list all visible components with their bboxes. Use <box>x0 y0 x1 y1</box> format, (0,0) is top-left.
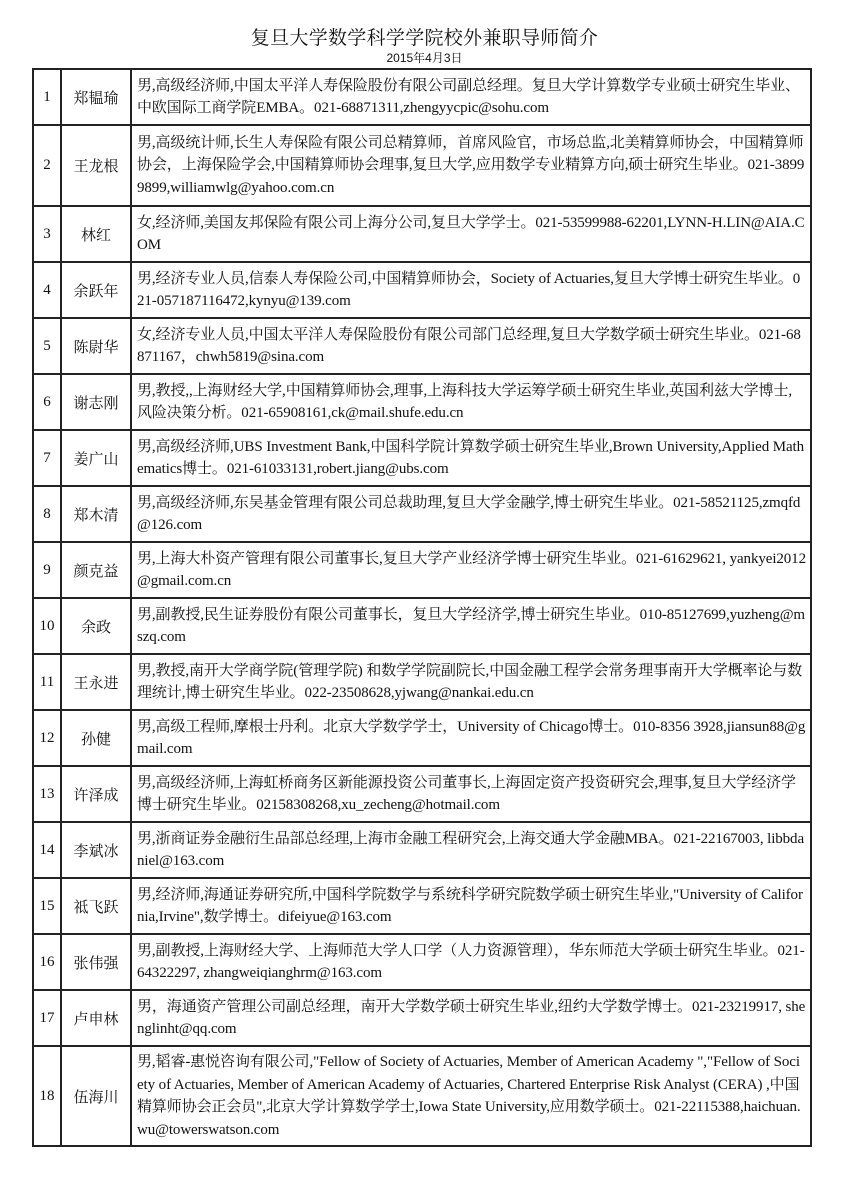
mentor-name: 陈尉华 <box>61 318 131 374</box>
mentor-name: 颜克益 <box>61 542 131 598</box>
mentor-name: 郑韫瑜 <box>61 69 131 125</box>
mentor-name: 孙健 <box>61 710 131 766</box>
mentor-name: 姜广山 <box>61 430 131 486</box>
mentor-bio: 男,高级经济师,UBS Investment Bank,中国科学院计算数学硕士研究生毕业,Brown University,Applied Mathematics博士。021-61033131,robert.jiang@ubs.com <box>131 430 811 486</box>
mentor-bio: 男,浙商证券金融衍生品部总经理,上海市金融工程研究会,上海交通大学金融MBA。021-22167003, libbdaniel@163.com <box>131 822 811 878</box>
mentor-bio: 男,高级统计师,长生人寿保险有限公司总精算师，首席风险官，市场总监,北美精算师协会，中国精算师协会，上海保险学会,中国精算师协会理事,复旦大学,应用数学专业精算方向,硕士研究生毕业。021-38999899,williamwlg@yahoo.com.cn <box>131 125 811 206</box>
mentor-bio: 男,高级经济师,上海虹桥商务区新能源投资公司董事长,上海固定资产投资研究会,理事,复旦大学经济学博士研究生毕业。02158308268,xu_zecheng@hotmail.com <box>131 766 811 822</box>
mentor-bio: 男,教授,,上海财经大学,中国精算师协会,理事,上海科技大学运筹学硕士研究生毕业,英国利兹大学博士,风险决策分析。021-65908161,ck@mail.shufe.edu.cn <box>131 374 811 430</box>
mentor-bio: 男,经济师,海通证券研究所,中国科学院数学与系统科学研究院数学硕士研究生毕业,"University of California,Irvine",数学博士。difeiyue@163.com <box>131 878 811 934</box>
row-number: 10 <box>33 598 61 654</box>
row-number: 9 <box>33 542 61 598</box>
mentor-bio: 男,上海大朴资产管理有限公司董事长,复旦大学产业经济学博士研究生毕业。021-61629621, yankyei2012@gmail.com.cn <box>131 542 811 598</box>
row-number: 15 <box>33 878 61 934</box>
mentor-bio: 男,经济专业人员,信泰人寿保险公司,中国精算师协会，Society of Actuaries,复旦大学博士研究生毕业。021-057187116472,kynyu@139.com <box>131 262 811 318</box>
mentor-bio: 男,副教授,民生证券股份有限公司董事长，复旦大学经济学,博士研究生毕业。010-85127699,yuzheng@mszq.com <box>131 598 811 654</box>
mentor-name: 卢申林 <box>61 990 131 1046</box>
row-number: 3 <box>33 206 61 262</box>
table-row <box>33 69 811 125</box>
table-row <box>33 262 811 318</box>
table-row <box>33 318 811 374</box>
table-row <box>33 654 811 710</box>
mentor-name: 余跃年 <box>61 262 131 318</box>
mentor-name: 郑木清 <box>61 486 131 542</box>
mentor-name: 余政 <box>61 598 131 654</box>
row-number: 4 <box>33 262 61 318</box>
table-row <box>33 766 811 822</box>
row-number: 6 <box>33 374 61 430</box>
table-row <box>33 878 811 934</box>
mentor-table <box>32 68 812 1147</box>
mentor-name: 伍海川 <box>61 1046 131 1146</box>
table-row <box>33 542 811 598</box>
table-row <box>33 1046 811 1146</box>
table-row <box>33 598 811 654</box>
mentor-bio: 男,韬睿-惠悦咨询有限公司,"Fellow of Society of Actuaries, Member of American Academy ","Fellow of Society of Actuaries, Member of American Academy of Actuaries, Chartered Enterprise Risk Analyst (CERA) ,中国精算师协会正会员",北京大学计算数学学士,Iowa State University,应用数学硕士。021-22115388,haichuan. wu@towerswatson.com <box>131 1046 811 1146</box>
table-row <box>33 990 811 1046</box>
row-number: 1 <box>33 69 61 125</box>
mentor-bio: 男,高级经济师,东吴基金管理有限公司总裁助理,复旦大学金融学,博士研究生毕业。021-58521125,zmqfd@126.com <box>131 486 811 542</box>
row-number: 11 <box>33 654 61 710</box>
mentor-bio: 女,经济专业人员,中国太平洋人寿保险股份有限公司部门总经理,复旦大学数学硕士研究生毕业。021-68871167，chwh5819@sina.com <box>131 318 811 374</box>
mentor-bio: 男,副教授,上海财经大学、上海师范大学人口学（人力资源管理），华东师范大学硕士研究生毕业。021-64322297, zhangweiqianghrm@163.com <box>131 934 811 990</box>
table-row <box>33 430 811 486</box>
table-row <box>33 206 811 262</box>
row-number: 7 <box>33 430 61 486</box>
document-date: 2015年4月3日 <box>386 51 463 65</box>
mentor-bio: 男,教授,南开大学商学院(管理学院) 和数学学院副院长,中国金融工程学会常务理事南开大学概率论与数理统计,博士研究生毕业。022-23508628,yjwang@nankai.edu.cn <box>131 654 811 710</box>
table-row <box>33 374 811 430</box>
row-number: 14 <box>33 822 61 878</box>
mentor-name: 李斌冰 <box>61 822 131 878</box>
mentor-bio: 女,经济师,美国友邦保险有限公司上海分公司,复旦大学学士。021-53599988-62201,LYNN-H.LIN@AIA.COM <box>131 206 811 262</box>
row-number: 18 <box>33 1046 61 1146</box>
row-number: 5 <box>33 318 61 374</box>
table-row <box>33 710 811 766</box>
mentor-name: 许泽成 <box>61 766 131 822</box>
mentor-bio: 男，海通资产管理公司副总经理，南开大学数学硕士研究生毕业,纽约大学数学博士。021-23219917, shenglinht@qq.com <box>131 990 811 1046</box>
mentor-bio: 男,高级经济师,中国太平洋人寿保险股份有限公司副总经理。复旦大学计算数学专业硕士研究生毕业、中欧国际工商学院EMBA。021-68871311,zhengyycpic@sohu.com <box>131 69 811 125</box>
row-number: 8 <box>33 486 61 542</box>
mentor-bio: 男,高级工程师,摩根士丹利。北京大学数学学士，University of Chicago博士。010-8356 3928,jiansun88@gmail.com <box>131 710 811 766</box>
mentor-name: 张伟强 <box>61 934 131 990</box>
mentor-name: 谢志刚 <box>61 374 131 430</box>
table-row <box>33 125 811 206</box>
mentor-name: 王龙根 <box>61 125 131 206</box>
row-number: 2 <box>33 125 61 206</box>
row-number: 13 <box>33 766 61 822</box>
document-title: 复旦大学数学科学学院校外兼职导师简介 <box>250 27 599 49</box>
row-number: 17 <box>33 990 61 1046</box>
table-row <box>33 822 811 878</box>
mentor-name: 王永进 <box>61 654 131 710</box>
mentor-name: 林红 <box>61 206 131 262</box>
row-number: 12 <box>33 710 61 766</box>
table-row <box>33 934 811 990</box>
mentor-name: 祗飞跃 <box>61 878 131 934</box>
row-number: 16 <box>33 934 61 990</box>
table-row <box>33 486 811 542</box>
